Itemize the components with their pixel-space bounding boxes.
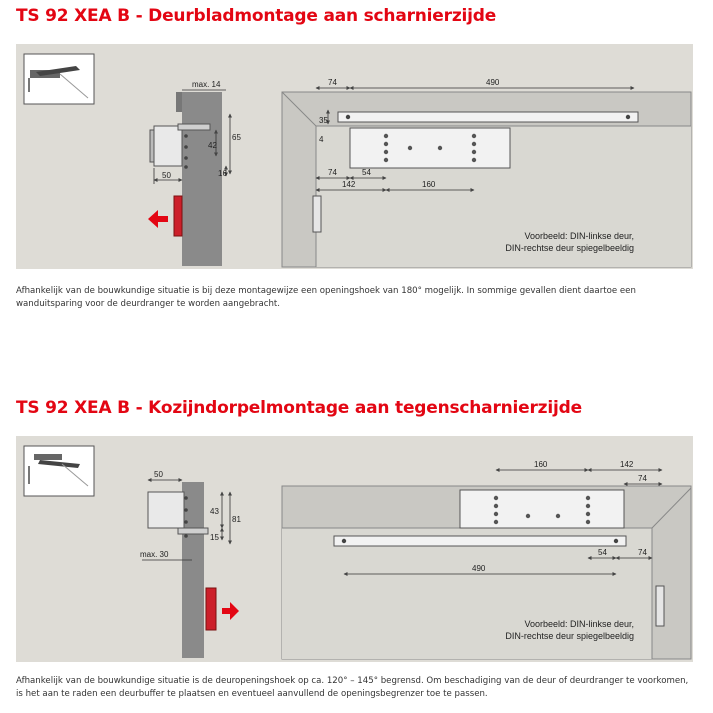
section-2-title: TS 92 XEA B - Kozijndorpelmontage aan tegenscharnierzijde — [16, 398, 582, 418]
dim-label: max. 30 — [140, 550, 169, 559]
section-2-diagram — [16, 436, 693, 662]
mounting-type-thumbnail-icon — [24, 446, 94, 496]
side-view-drawing — [148, 80, 241, 266]
dim-label: 74 — [328, 78, 337, 87]
section-1-diagram — [16, 44, 693, 269]
plan-note-line-1: Voorbeeld: DIN-linkse deur, — [524, 619, 634, 629]
dim-label: 490 — [486, 78, 500, 87]
section-1-caption: Afhankelijk van de bouwkundige situatie is bij deze montagewijze een openingshoek van 180° mogelijk. In sommige gevallen dient daartoe een wanduitsparing voor de deurdranger te worden aangebracht. — [16, 286, 636, 309]
dim-label: 142 — [620, 460, 634, 469]
side-view-drawing — [140, 470, 241, 658]
plan-note-line-2: DIN-rechtse deur spiegelbeeldig — [505, 631, 634, 641]
dim-label: 35 — [319, 116, 328, 125]
dim-label: 54 — [598, 548, 607, 557]
section-2-caption: Afhankelijk van de bouwkundige situatie is de deuropeningshoek op ca. 120° – 145° begrensd. Om beschadiging van de deur of deurdranger te voorkomen, is het aan te raden een deurbuffer te plaatsen en eventueel aanvullend de openingsbegrenzer toe te passen. — [16, 676, 689, 699]
plan-note-line-2: DIN-rechtse deur spiegelbeeldig — [505, 243, 634, 253]
mounting-type-thumbnail-icon — [24, 54, 94, 104]
dim-label: 50 — [154, 470, 163, 479]
dim-label: 142 — [342, 180, 356, 189]
section-1-title: TS 92 XEA B - Deurbladmontage aan scharnierzijde — [16, 6, 497, 26]
dim-label: 74 — [328, 168, 337, 177]
dim-label: 65 — [232, 133, 241, 142]
plan-view-drawing — [282, 78, 691, 267]
dim-label: 16 — [218, 169, 227, 178]
dim-label: 160 — [422, 180, 436, 189]
dim-label: 50 — [162, 171, 171, 180]
dim-label: 54 — [362, 168, 371, 177]
plan-view-drawing — [282, 460, 691, 659]
dim-label: 490 — [472, 564, 486, 573]
dim-label: 42 — [208, 141, 217, 150]
dim-label: 15 — [210, 533, 219, 542]
dim-label: 74 — [638, 474, 647, 483]
dim-label: 74 — [638, 548, 647, 557]
dim-label: 4 — [319, 135, 324, 144]
dim-label: max. 14 — [192, 80, 221, 89]
plan-note-line-1: Voorbeeld: DIN-linkse deur, — [524, 231, 634, 241]
dim-label: 43 — [210, 507, 219, 516]
dim-label: 81 — [232, 515, 241, 524]
dim-label: 160 — [534, 460, 548, 469]
